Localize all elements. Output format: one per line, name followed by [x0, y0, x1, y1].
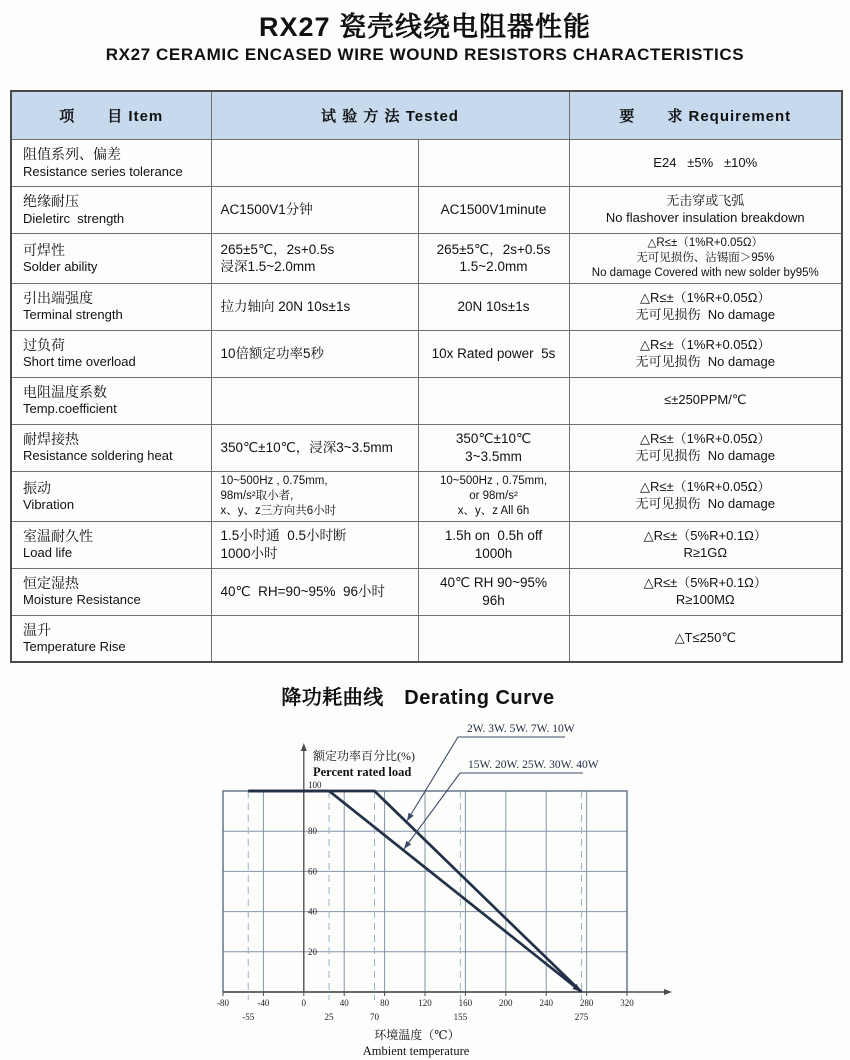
- requirement-cell: [569, 521, 842, 568]
- y-tick-label: 100: [308, 780, 322, 790]
- method-en-cell: [418, 330, 569, 377]
- requirement-line: △R≤±（1%R+0.05Ω）: [640, 430, 771, 446]
- item-name-en: Terminal strength: [23, 307, 123, 323]
- chart-title: 降功耗曲线 Derating Curve: [281, 687, 555, 709]
- requirement-line: No damage Covered with new solder by95%: [591, 266, 819, 279]
- arrowhead: [301, 743, 307, 751]
- derating-curve-0: [248, 791, 581, 992]
- arrowhead: [664, 989, 672, 995]
- y-axis-label-zh: 额定功率百分比(%): [313, 749, 415, 763]
- col-header-tested: 试 验 方 法 Tested: [211, 91, 569, 140]
- item-name-en: Short time overload: [23, 354, 136, 370]
- page-title: RX27 瓷壳线绕电阻器性能: [258, 12, 592, 42]
- requirement-line: R≥100MΩ: [675, 591, 735, 607]
- item-name-zh: 恒定湿热: [23, 575, 79, 592]
- table-row-resistance-soldering-heat: [11, 424, 842, 471]
- item-name-zh: 绝缘耐压: [23, 193, 79, 210]
- requirement-line: No flashover insulation breakdown: [605, 210, 805, 225]
- method-zh-line: 1.5小时通 0.5小时断: [220, 528, 347, 544]
- x-secondary-tick-label: 25: [324, 1012, 334, 1022]
- table-row-temperature-rise: [11, 615, 842, 662]
- requirement-line: 无可见损伤 No damage: [635, 353, 775, 369]
- method-en-cell: [418, 140, 569, 187]
- method-zh-line: 40℃ RH=90~95% 96小时: [220, 583, 385, 599]
- method-zh-cell: [211, 377, 418, 424]
- x-tick-label: -40: [257, 998, 270, 1008]
- y-tick-label: 40: [308, 906, 317, 917]
- method-en-line: or 98m/s²: [469, 489, 518, 502]
- method-zh-cell: [211, 187, 418, 234]
- requirement-line: 无可见损伤 No damage: [635, 447, 775, 463]
- method-en-line: 96h: [482, 592, 505, 608]
- derating-chart: [180, 712, 740, 1060]
- requirement-line: △R≤±（1%R+0.05Ω）: [640, 336, 771, 352]
- x-secondary-tick-label: 70: [370, 1012, 379, 1022]
- x-axis-label-zh: 环境温度（℃）: [374, 1028, 460, 1042]
- method-zh-cell: [211, 568, 418, 615]
- method-zh-cell: [211, 424, 418, 471]
- requirement-line: △R≤±（1%R+0.05Ω）: [640, 479, 771, 495]
- spec-table: [10, 90, 843, 663]
- method-zh-cell: [211, 140, 418, 187]
- requirement-cell: [569, 234, 842, 284]
- item-name-zh: 电阻温度系数: [23, 384, 107, 401]
- method-zh-cell: [211, 521, 418, 568]
- table-header-row: [11, 91, 842, 140]
- requirement-line: 无击穿或飞弧: [666, 193, 745, 209]
- method-zh-line: 10~500Hz , 0.75mm,: [220, 474, 328, 487]
- y-tick-label: 80: [308, 826, 317, 837]
- method-zh-cell: [211, 615, 418, 662]
- x-secondary-tick-label: -55: [242, 1012, 255, 1022]
- method-en-cell: [418, 521, 569, 568]
- method-en-line: 10x Rated power 5s: [431, 346, 556, 362]
- method-zh-cell: [211, 471, 418, 521]
- method-en-line: 265±5℃，2s+0.5s: [436, 241, 551, 257]
- method-zh-line: 1000小时: [220, 545, 278, 561]
- method-en-cell: [418, 471, 569, 521]
- method-en-line: 1.5~2.0mm: [459, 259, 528, 275]
- table-row-short-time-overload: [11, 330, 842, 377]
- method-en-cell: [418, 424, 569, 471]
- method-en-line: 1000h: [474, 545, 513, 561]
- method-en-line: 3~3.5mm: [465, 448, 522, 464]
- table-row-load-life: [11, 521, 842, 568]
- curve-callout-leader-0: [407, 737, 565, 821]
- requirement-line: ≤±250PPM/℃: [664, 392, 747, 408]
- arrowhead: [404, 841, 411, 849]
- y-tick-label: 60: [308, 866, 317, 877]
- requirement-line: △R≤±（5%R+0.1Ω）: [643, 574, 767, 590]
- curve-label-0: 2W. 3W. 5W. 7W. 10W: [467, 723, 575, 735]
- requirement-line: 无可见损伤 No damage: [635, 306, 775, 322]
- curve-callout-leader-1: [404, 773, 583, 849]
- method-en-line: 1.5h on 0.5h off: [444, 528, 543, 544]
- requirement-cell: [569, 283, 842, 330]
- method-en-cell: [418, 234, 569, 284]
- x-tick-label: 160: [458, 998, 473, 1008]
- item-name-zh: 振动: [23, 479, 51, 496]
- requirement-cell: [569, 377, 842, 424]
- y-tick-label: 20: [308, 946, 317, 957]
- item-name-zh: 过负荷: [23, 337, 65, 354]
- x-tick-label: 240: [539, 998, 553, 1008]
- item-name-en: Temperature Rise: [23, 639, 126, 655]
- method-zh-cell: [211, 283, 418, 330]
- method-en-line: 350℃±10℃: [455, 431, 532, 447]
- requirement-line: △R≤±（1%R+0.05Ω）: [640, 289, 771, 305]
- item-name-zh: 温升: [23, 621, 51, 638]
- x-secondary-tick-label: 155: [453, 1012, 468, 1022]
- item-name-en: Resistance series tolerance: [23, 163, 183, 179]
- y-axis-label-en: Percent rated load: [313, 765, 412, 779]
- requirement-cell: [569, 471, 842, 521]
- method-en-cell: [418, 568, 569, 615]
- item-name-zh: 可焊性: [23, 241, 65, 258]
- requirement-cell: [569, 187, 842, 234]
- requirement-cell: [569, 568, 842, 615]
- method-zh-line: 浸深1.5~2.0mm: [220, 259, 316, 275]
- method-en-line: AC1500V1minute: [440, 202, 547, 218]
- table-row-temp-coefficient: [11, 377, 842, 424]
- x-tick-label: -80: [217, 998, 229, 1008]
- requirement-line: △T≤250℃: [674, 629, 736, 645]
- x-tick-label: 0: [301, 998, 307, 1008]
- x-axis-label-en: Ambient temperature: [362, 1044, 470, 1058]
- method-zh-line: x、y、z三方向共6小时: [220, 504, 337, 517]
- item-name-zh: 室温耐久性: [23, 528, 93, 545]
- x-tick-label: 120: [418, 998, 432, 1008]
- table-row-vibration: [11, 471, 842, 521]
- method-zh-cell: [211, 234, 418, 284]
- x-tick-label: 320: [620, 998, 634, 1008]
- x-tick-label: 200: [499, 998, 513, 1008]
- method-en-cell: [418, 283, 569, 330]
- method-en-line: 20N 10s±1s: [457, 299, 530, 315]
- method-zh-line: 拉力轴向 20N 10s±1s: [220, 299, 351, 315]
- method-zh-line: 265±5℃，2s+0.5s: [220, 241, 335, 257]
- method-en-cell: [418, 187, 569, 234]
- item-name-en: Resistance soldering heat: [23, 448, 173, 464]
- method-en-cell: [418, 377, 569, 424]
- arrowhead: [407, 813, 414, 821]
- requirement-cell: [569, 140, 842, 187]
- requirement-line: 无可见损伤 No damage: [635, 496, 775, 512]
- requirement-line: R≥1GΩ: [683, 544, 728, 560]
- requirement-line: △R≤±（1%R+0.05Ω）: [647, 237, 763, 249]
- item-name-en: Load life: [23, 545, 73, 561]
- derating-chart-svg: [180, 712, 740, 1060]
- method-zh-line: 98m/s²取小者,: [220, 489, 294, 502]
- item-name-en: Dieletirc strength: [23, 210, 125, 226]
- requirement-cell: [569, 424, 842, 471]
- table-row-terminal-strength: [11, 283, 842, 330]
- table-row-dielectric-strength: [11, 187, 842, 234]
- requirement-line: △R≤±（5%R+0.1Ω）: [643, 527, 767, 543]
- method-zh-line: 10倍额定功率5秒: [220, 346, 325, 362]
- table-row-resistance-series: [11, 140, 842, 187]
- item-name-zh: 引出端强度: [23, 290, 93, 307]
- item-name-en: Temp.coefficient: [23, 401, 117, 417]
- method-en-cell: [418, 615, 569, 662]
- requirement-cell: [569, 615, 842, 662]
- method-en-line: 40℃ RH 90~95%: [439, 575, 548, 591]
- item-name-zh: 耐焊接热: [23, 431, 79, 448]
- item-name-en: Solder ability: [23, 259, 98, 275]
- item-name-en: Moisture Resistance: [23, 592, 141, 608]
- requirement-line: 无可见损伤、沾锡面＞95%: [636, 251, 775, 264]
- curve-label-1: 15W. 20W. 25W. 30W. 40W: [468, 759, 599, 771]
- method-en-line: 10~500Hz , 0.75mm,: [439, 474, 548, 487]
- page-subtitle: RX27 CERAMIC ENCASED WIRE WOUND RESISTORS CHARACTERISTICS: [105, 45, 745, 64]
- x-tick-label: 80: [380, 998, 390, 1008]
- table-row-solder-ability: [11, 234, 842, 284]
- col-header-item: 项 目 Item: [11, 91, 211, 140]
- requirement-cell: [569, 330, 842, 377]
- method-zh-line: 350℃±10℃，浸深3~3.5mm: [220, 440, 393, 456]
- requirement-line: E24 ±5% ±10%: [653, 154, 758, 170]
- x-tick-label: 40: [339, 998, 349, 1008]
- method-zh-cell: [211, 330, 418, 377]
- table-row-moisture-resistance: [11, 568, 842, 615]
- item-name-zh: 阻值系列、偏差: [23, 146, 121, 163]
- col-header-requirement: 要 求 Requirement: [569, 91, 842, 140]
- method-zh-line: AC1500V1分钟: [220, 202, 313, 218]
- derating-curve-1: [248, 791, 581, 992]
- x-tick-label: 280: [579, 998, 594, 1008]
- item-name-en: Vibration: [23, 496, 75, 512]
- method-en-line: x、y、z All 6h: [457, 504, 530, 517]
- x-secondary-tick-label: 275: [574, 1012, 589, 1022]
